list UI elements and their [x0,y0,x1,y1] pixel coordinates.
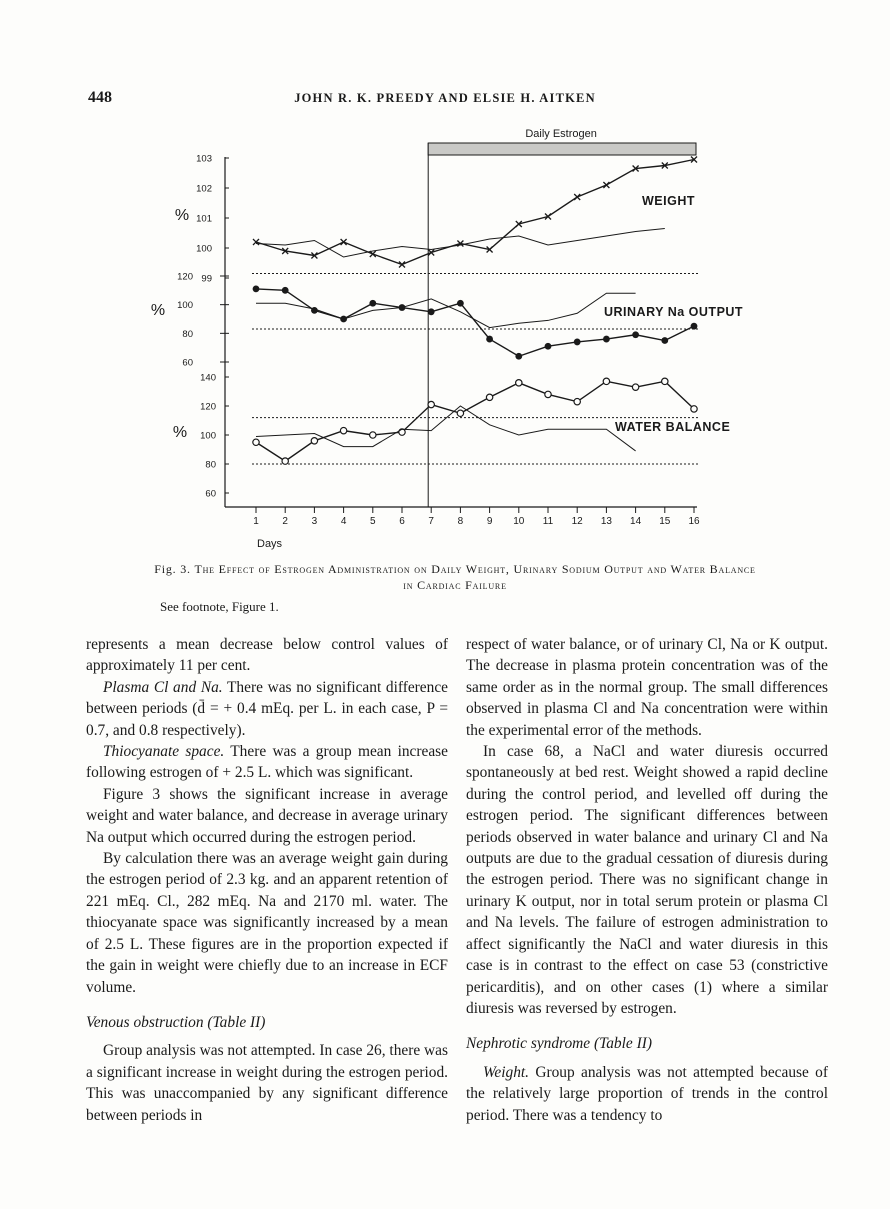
data-point-filled [486,336,493,343]
data-point-filled [428,308,435,315]
data-point-open [311,438,317,444]
x-tick-label: 1 [253,516,259,527]
series-line [256,289,694,356]
x-tick-label: 10 [513,516,525,527]
y-tick-label: 60 [205,488,216,500]
paragraph-title: Plasma Cl and Na. [103,678,223,696]
data-point-open [282,458,288,464]
x-tick-label: 6 [399,516,405,527]
x-tick-label: 13 [600,516,612,527]
paragraph-title: Weight. [483,1063,530,1081]
x-tick-label: 9 [486,516,493,527]
section-heading-nephrotic: Nephrotic syndrome (Table II) [466,1035,652,1053]
running-head: JOHN R. K. PREEDY AND ELSIE H. AITKEN [294,91,596,105]
data-point-open [632,384,638,390]
paragraph-plasma [86,677,448,741]
data-point-open [545,391,551,397]
paragraph: In case 68, a NaCl and water diuresis occurred spontaneously at bed rest. Weight showed a rapid decline during the control period, and levelled off during the estrogen period. The significant differences between periods observed in water balance and urinary Cl and Na outputs are due to the gradual cessation of diuresis during the estrogen period. There was no significant change in urinary K output, nor in total serum protein or plasma Cl and Na levels. The failure of estrogen administration to affect significantly the NaCl and water diuresis in this case is in contrast to the effect on case 53 (constrictive pericarditis), and on other cases (1) where a similar diuresis was reversed by estrogen. [466,743,828,1017]
data-point-cross [399,262,405,268]
data-point-filled [253,286,260,293]
paragraph-title: Thiocyanate space. [103,743,225,761]
paragraph-body: There was no significant difference between periods (d̄ = + 0.4 mEq. per L. in each case, P = 0.7, and 0.8 respectively). [86,678,448,739]
data-point-open [603,378,609,384]
x-tick-label: 12 [571,516,583,527]
data-point-open [516,380,522,386]
figure-caption-note: See footnote, Figure 1. [160,599,279,614]
x-tick-label: 7 [428,516,434,527]
data-point-filled [515,353,522,360]
y-tick-label: 102 [196,183,212,195]
data-point-open [428,401,434,407]
data-point-filled [603,336,610,343]
x-tick-label: 5 [370,516,376,527]
paragraph: Group analysis was not attempted. In case 26, there was a significant increase in weight during the estrogen period. This was unaccompanied by any significant difference between periods in [86,1042,448,1124]
data-point-filled [369,300,376,307]
data-point-open [457,410,463,416]
estrogen-bar-label: Daily Estrogen [525,128,597,140]
x-tick-label: 8 [457,516,464,527]
section-heading-venous: Venous obstruction (Table II) [86,1013,266,1031]
data-point-filled [691,323,698,330]
x-tick-label: 11 [542,516,554,527]
left-column [86,634,448,1126]
y-tick-label: 60 [182,357,193,369]
right-column [466,634,828,1126]
x-axis-label: Days [257,538,283,550]
data-point-filled [574,339,581,346]
x-tick-label: 16 [688,516,700,527]
paragraph: represents a mean decrease below control values of approximately 11 per cent. [86,636,448,675]
y-axis-label: % [150,302,166,319]
data-point-filled [545,343,552,350]
y-tick-label: 80 [182,328,193,340]
y-axis-label: % [174,207,190,224]
paragraph: respect of water balance, or of urinary Cl, Na or K output. The decrease in plasma protein concentration was of the same order as in the normal group. The small differences observed in plasma Cl and Na concentration were within the experimental error of the methods. [466,636,828,739]
y-tick-label: 101 [196,213,212,225]
figure-label: Fig. 3. [154,562,191,576]
panel-label: URINARY Na OUTPUT [604,305,744,319]
y-tick-label: 99 [201,273,212,285]
data-point-filled [661,337,668,344]
figure-3-chart [0,115,890,555]
data-point-open [691,406,697,412]
x-tick-label: 2 [282,516,288,527]
data-point-open [253,439,259,445]
estrogen-bar [428,143,696,155]
paragraph-body: There was a group mean increase following estrogen of + 2.5 L. which was significant. [86,743,448,782]
paragraph: By calculation there was an average weight gain during the estrogen period of 2.3 kg. and an apparent retention of 221 mEq. Cl., 282 mEq. Na and 2170 ml. water. The thiocyanate space was significantly increased by a mean of 2.5 L. These figures are in the proportion expected if the gain in weight were chiefly due to an increase in ECF volume. [86,850,448,996]
y-tick-label: 80 [205,459,216,471]
y-tick-label: 100 [200,430,216,442]
data-point-filled [282,287,289,294]
data-point-open [370,432,376,438]
figure-caption [150,561,760,593]
y-tick-label: 100 [177,300,193,312]
x-tick-label: 3 [311,516,318,527]
data-point-filled [457,300,464,307]
paragraph-weight [466,1062,828,1126]
y-tick-label: 100 [196,243,212,255]
x-tick-label: 4 [340,516,347,527]
y-tick-label: 140 [200,372,216,384]
x-tick-label: 15 [659,516,671,527]
page-number: 448 [88,89,112,106]
y-tick-label: 120 [177,271,193,283]
panel-label: WATER BALANCE [615,420,731,434]
panel-label: WEIGHT [642,194,695,208]
paragraph: Figure 3 shows the significant increase in average weight and water balance, and decrease in average urinary Na output which occurred during the estrogen period. [86,785,448,846]
y-tick-label: 103 [196,153,212,165]
data-point-open [399,429,405,435]
data-point-cross [603,182,609,188]
data-point-open [574,398,580,404]
data-point-filled [632,331,639,338]
data-point-cross [341,239,347,245]
data-point-open [486,394,492,400]
data-point-cross [574,194,580,200]
y-tick-label: 120 [200,401,216,413]
data-point-open [340,427,346,433]
figure-caption-text: The Effect of Estrogen Administration on Daily Weight, Urinary Sodium Output and Water Balance in Cardiac Failure [194,562,756,592]
x-tick-label: 14 [630,516,642,527]
data-point-open [662,378,668,384]
paragraph-thiocyanate [86,741,448,784]
y-axis-label: % [172,424,188,441]
paragraph-body: Group analysis was not attempted because of the relatively large proportion of trends in the control period. There was a tendency to [466,1063,828,1124]
series-line [256,160,694,265]
